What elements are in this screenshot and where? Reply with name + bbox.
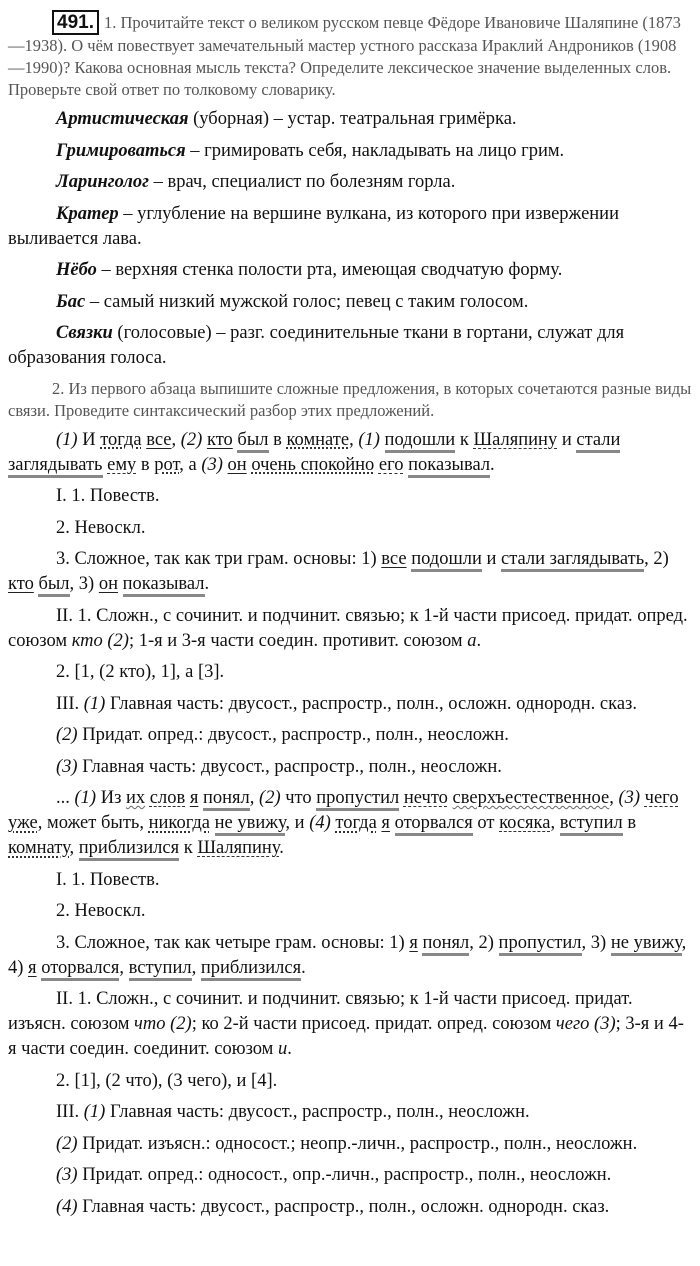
attribute-word: их [126,788,146,808]
predicate-word: был [38,574,69,597]
glossary-definition: – врач, специалист по болезням горла. [148,172,456,192]
adverbial-word: уже [8,813,38,833]
adverbial-word: тогда [100,429,142,450]
attribute-word: сверхъестественное [452,788,610,808]
text-run: в [136,454,155,475]
text-run: , [349,429,359,450]
text-run: ; 3-я и 4-я части соедин. соединит. союзом [8,1014,684,1059]
predicate-word: не увижу [611,933,682,956]
glossary-entry [8,170,692,195]
glossary [8,107,692,371]
text-run: в [268,429,287,450]
text-run: ; ко 2-й части присоед. придат. опред. союзом [191,1014,556,1034]
glossary-term: Артистическая [56,109,189,129]
text-run: , 3) [581,932,611,953]
predicate-word: показывал [123,574,205,597]
object-word: его [378,454,404,475]
glossary-entry [8,202,692,252]
glossary-term: Нёбо [56,260,97,280]
adverbial-word: никогда [148,813,210,833]
s1-analysis-i1: I. 1. Повеств. [56,486,160,506]
task-1-text: 1. Прочитайте текст о великом русском певце Фёдоре Ивановиче Шаляпине (1873—1938). О чём повествует замечательный мастер устного рассказа Ираклий Андроников (1908—1990)? Какова основная мысль текста? Определите лексическое значение выделенных слов. Проверьте свой ответ по толковому словарику. [8,13,681,99]
predicate-word: подошли [385,430,456,453]
object-word: косяка [499,813,551,833]
exercise-number: 491. [52,10,99,35]
text-run [390,813,395,833]
glossary-definition: – верхняя стенка полости рта, имеющая сводчатую форму. [96,260,563,280]
subject-word: кто [8,574,34,594]
text-run: , а [179,454,202,475]
part-number: (2) [56,725,78,745]
object-word: чего [644,788,679,808]
s2-analysis-ii1 [8,987,692,1062]
glossary-entry [8,290,692,315]
text-run: . [476,630,482,651]
text-run: 3. Сложное, так как четыре грам. основы: 1) [56,932,410,953]
subject-word: я [28,957,37,978]
part-number: (2) [56,1133,78,1154]
part-number: (1) [83,1102,106,1122]
subject-word: я [409,932,418,953]
glossary-definition: – устар. театральная гримёрка. [269,109,517,129]
part-number: (1) [83,693,106,714]
text-run [380,430,385,450]
text-run: в [622,813,637,833]
subject-word: все [381,549,407,569]
analysis-part-item [8,1195,692,1220]
text-run: что [280,788,317,808]
text-run: . [301,957,306,978]
text-run: , [249,788,260,808]
analysis-part-item [8,1100,692,1125]
italic-marker: (2) [180,429,203,450]
italic-marker: что (2) [134,1014,192,1034]
italic-marker: а [467,630,477,651]
s2-analysis-ii2: 2. [1], (2 что), (3 чего), и [4]. [56,1070,278,1091]
text-run: , [550,813,560,833]
glossary-term: Ларинголог [56,172,149,192]
predicate-word: приблизился [79,838,179,861]
part-description: Придат. опред.: односост., опр.-личн., распростр., полн., неосложн. [77,1165,612,1185]
text-run: II. 1. Сложн., с сочинит. и подчинит. связью; к 1-й части присоед. придат. опред. союзом [8,605,688,651]
adverbial-word: комнате [286,429,350,450]
glossary-entry [8,258,692,283]
subject-word: я [381,813,390,833]
italic-marker: (1) [358,429,380,450]
glossary-definition: – разг. соединительные ткани в гортани, служат для образования голоса. [8,323,625,368]
text-run [210,813,215,833]
part-number: (3) [56,1165,78,1185]
text-run: II. 1. Сложн., с сочинит. и подчинит. связью; к 1-й части присоед. придат. изъясн. союзом [8,989,633,1034]
task-2: 2. Из первого абзаца выпишите сложные предложения, в которых сочетаются разные виды связи. Проведите синтаксический разбор этих предложений. [8,378,692,420]
subject-word: он [227,454,247,475]
s2-analysis-i3 [8,931,692,981]
text-run: . [204,574,210,594]
glossary-definition: – самый низкий мужской голос; певец с таким голосом. [85,291,529,312]
text-run: к [179,838,198,858]
subject-word: он [98,574,118,594]
predicate-word: пропустил [316,788,399,811]
italic-marker: (1) [74,788,97,808]
predicate-word: стали заглядывать [8,430,620,478]
text-run: , [171,429,181,450]
predicate-word: показывал [408,455,490,478]
predicate-word: подошли [411,549,482,572]
text-run: , [119,957,129,978]
analysis-part-item [8,1163,692,1188]
predicate-word: пропустил [499,933,582,956]
glossary-entry [8,139,692,164]
object-word: слов [149,788,186,808]
subject-word: кто [206,429,233,450]
glossary-term: Бас [56,291,86,312]
subject-word: я [189,788,199,808]
text-run: к [455,429,474,450]
s1-analysis-iii [8,692,692,780]
predicate-word: не увижу [215,813,286,836]
glossary-entry [8,321,692,371]
adverbial-word: тогда [335,813,377,833]
glossary-term: Гримироваться [56,140,186,161]
s2-analysis-i2: 2. Невоскл. [56,901,146,921]
object-word: ему [107,454,137,475]
predicate-word: стали заглядывать [501,549,644,572]
glossary-definition: – гримировать себя, накладывать на лицо грим. [185,140,565,161]
s2-analysis-iii [8,1100,692,1220]
object-word: Шаляпину [473,429,558,450]
text-run: , и [285,813,310,833]
s1-analysis-ii2: 2. [1, (2 кто), 1], а [3]. [56,662,225,682]
sentence-1 [8,428,692,478]
italic-marker: кто (2) [71,630,129,651]
text-run: Из [96,788,126,808]
s1-analysis-ii1 [8,604,692,654]
italic-marker: чего (3) [555,1014,616,1034]
text-run: . [279,838,284,858]
roman-numeral: III. [56,1102,84,1122]
part-description: Придат. изъясн.: односост.; неопр.-личн., распростр., полн., неосложн. [77,1133,638,1154]
italic-marker: (3) [201,454,223,475]
roman-numeral: III. [56,693,84,714]
analysis-part-item [8,1132,692,1157]
text-run [118,574,123,594]
part-description: Главная часть: двусост., распростр., полн., осложн. однородн. сказ. [105,693,637,714]
task-1 [8,10,692,101]
italic-marker: (4) [309,813,331,833]
glossary-term: Кратер [56,203,119,224]
predicate-word: приблизился [201,958,301,981]
s1-analysis-i3 [8,547,692,597]
text-run: , 3) [69,574,99,594]
text-run: ; 1-я и 3-я части соедин. противит. союзом [128,630,468,651]
glossary-definition: – углубление на вершине вулкана, из которого при извержении выливается лава. [8,203,619,249]
part-description: Главная часть: двусост., распростр., полн., неосложн. [77,756,502,777]
predicate-word: оторвался [41,958,119,981]
text-run: , может быть, [37,813,149,833]
italic-marker: и [278,1039,288,1059]
predicate-word: оторвался [395,813,473,836]
text-run: , 2) [644,549,669,569]
analysis-part-item [8,755,692,780]
text-run: и [557,429,577,450]
s2-analysis-i1: I. 1. Повеств. [56,869,160,890]
analysis-part-item [8,723,692,748]
part-number: (4) [56,1196,78,1217]
glossary-term: Связки [56,323,113,343]
glossary-paren: (уборная) [188,109,269,129]
text-run: 3. Сложное, так как три грам. основы: 1) [56,549,382,569]
text-run: , 4) [8,932,687,978]
text-run: , [69,838,79,858]
text-run: , [191,957,201,978]
s1-analysis-i2: 2. Невоскл. [56,517,146,538]
predicate-word: был [237,430,268,453]
part-description: Придат. опред.: двусост., распростр., полн., неосложн. [77,725,509,745]
text-run: ... [56,788,75,808]
text-run: , [609,788,619,808]
text-run: от [472,813,500,833]
italic-marker: (3) [618,788,641,808]
object-word: нечто [403,788,448,808]
part-number: (3) [56,756,78,777]
text-run: . [490,454,495,475]
object-word: Шаляпину [197,838,280,858]
subject-word: все [146,429,172,450]
text-run: И [77,429,101,450]
predicate-word: понял [422,933,469,956]
part-description: Главная часть: двусост., распростр., полн., осложн. однородн. сказ. [77,1196,610,1217]
italic-marker: (2) [259,788,281,808]
adverbial-word: комнату [8,838,70,858]
text-run: , 2) [469,932,499,953]
part-description: Главная часть: двусост., распростр., полн., неосложн. [105,1102,530,1122]
sentence-2 [8,786,692,861]
analysis-part-item [8,692,692,717]
adverbial-word: очень спокойно [251,454,375,475]
predicate-word: понял [203,788,250,811]
glossary-paren: (голосовые) [112,323,212,343]
text-run: . [287,1039,292,1059]
adverbial-word: рот [154,454,180,475]
glossary-entry [8,107,692,132]
italic-marker: (1) [56,429,78,450]
text-run: и [481,549,502,569]
predicate-word: вступил [560,813,623,836]
predicate-word: вступил [129,958,192,981]
